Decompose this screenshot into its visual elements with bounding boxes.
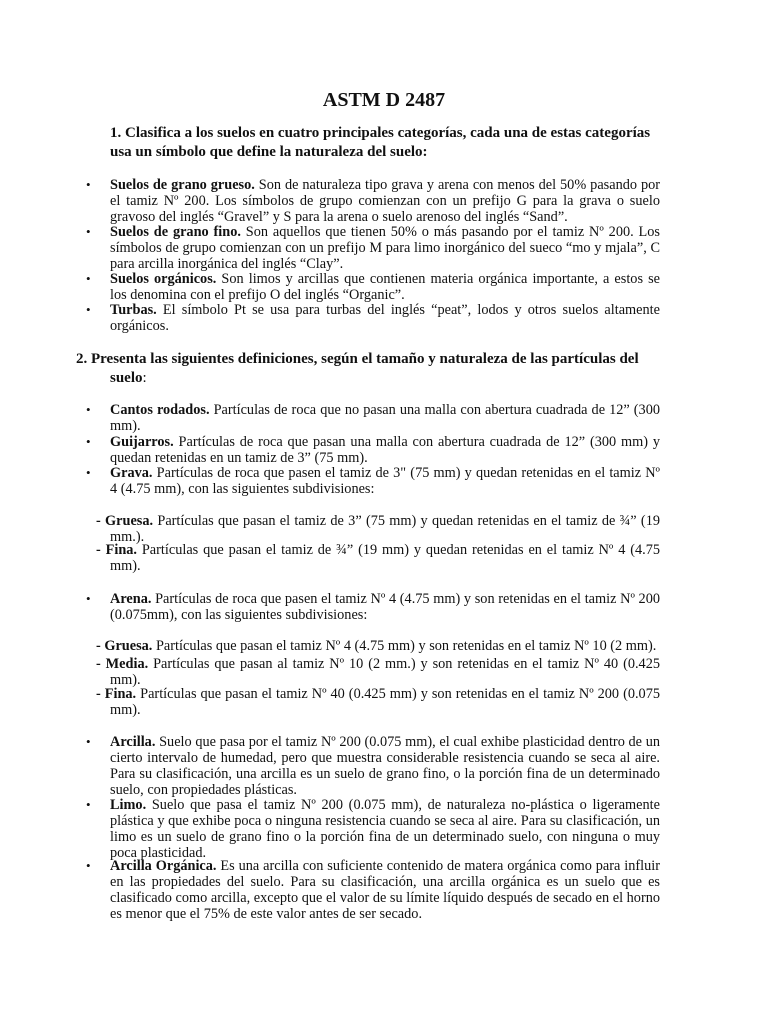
bullet-icon: • <box>86 271 91 286</box>
term-label: Arcilla Orgánica. <box>110 858 217 874</box>
term-label: Turbas. <box>110 302 157 318</box>
bullet-icon: • <box>86 224 91 239</box>
list-item-grava <box>86 465 660 497</box>
term-label: Guijarros. <box>110 434 174 450</box>
definition-text: Partículas que pasan el tamiz de 3” (75 mm) y quedan retenidas en el tamiz de ¾” (19 mm.). <box>110 513 660 545</box>
subdivision-arena-fina <box>96 686 660 718</box>
term-label: Cantos rodados. <box>110 402 210 418</box>
term-label: - Gruesa. <box>96 513 154 529</box>
definition-text: Partículas que pasan al tamiz Nº 10 (2 mm.) y son retenidas en el tamiz Nº 40 (0.425 mm). <box>110 656 661 688</box>
bullet-icon: • <box>86 797 91 812</box>
bullet-icon: • <box>86 177 91 192</box>
bullet-icon: • <box>86 734 91 749</box>
list-item-suelos-organicos <box>86 271 660 303</box>
term-label: - Fina. <box>96 686 137 702</box>
list-item-limo <box>86 797 660 861</box>
definition-text: Son aquellos que tienen 50% o más pasando por el tamiz Nº 200. Los símbolos de grupo comienzan con un prefijo M para limo inorgánico del sueco “mo y mjala”, C para arcilla inorgánica del inglés “Clay”. <box>110 224 660 272</box>
bullet-icon: • <box>86 302 91 317</box>
list-item-arena <box>86 591 660 623</box>
definition-text: Es una arcilla con suficiente contenido de matera orgánica como para influir en las propiedades del suelo. Para su clasificación, una arcilla orgánica es un suelo que es clasificado como arcilla, excepto que el valor de su límite líquido después de secado en el horno es menor que el 75% de este valor antes de ser secado. <box>110 858 660 922</box>
subdivision-grava-fina <box>96 542 660 574</box>
subdivision-grava-gruesa <box>96 513 660 545</box>
definition-text: Son de naturaleza tipo grava y arena con menos del 50% pasando por el tamiz Nº 200. Los símbolos de grupo comienzan con un prefijo G para la grava o suelo gravoso del inglés “Gravel” y S para la arena o suelo arenoso del inglés “Sand”. <box>110 177 660 225</box>
definition-text: Partículas de roca que pasan una malla con abertura cuadrada de 12” (300 mm) y quedan retenidas en un tamiz de 3” (75 mm). <box>110 434 660 466</box>
definition-text: Partículas que pasan el tamiz Nº 4 (4.75 mm) y son retenidas en el tamiz Nº 10 (2 mm). <box>152 638 657 654</box>
list-item-suelos-grano-fino <box>86 224 660 272</box>
section-1-heading: 1. Clasifica a los suelos en cuatro principales categorías, cada una de estas categorías usa un símbolo que define la naturaleza del suelo: <box>110 125 651 160</box>
definition-text: Partículas que pasan el tamiz de ¾” (19 mm) y quedan retenidas en el tamiz Nº 4 (4.75 mm). <box>110 542 660 574</box>
subdivision-arena-media <box>96 656 660 688</box>
list-item-cantos-rodados <box>86 402 660 434</box>
term-label: - Media. <box>96 656 149 672</box>
subdivision-arena-gruesa <box>96 638 660 654</box>
term-label: Arcilla. <box>110 734 156 750</box>
bullet-icon: • <box>86 465 91 480</box>
bullet-icon: • <box>86 858 91 873</box>
list-item-suelos-grano-grueso <box>86 177 660 225</box>
term-label: - Fina. <box>96 542 137 558</box>
bullet-icon: • <box>86 591 91 606</box>
term-label: Suelos orgánicos. <box>110 271 217 287</box>
section-2-heading: 2. Presenta las siguientes definiciones, según el tamaño y naturaleza de las partículas del suelo: <box>76 351 639 386</box>
bullet-icon: • <box>86 402 91 417</box>
definition-text: Partículas de roca que pasen el tamiz Nº 4 (4.75 mm) y son retenidas en el tamiz Nº 200 (0.075mm), con las siguientes subdivisiones: <box>110 591 660 623</box>
list-item-guijarros <box>86 434 660 466</box>
term-label: Arena. <box>110 591 152 607</box>
term-label: Suelos de grano grueso. <box>110 177 255 193</box>
definition-text: Son limos y arcillas que contienen materia orgánica importante, a estos se los denomina con el prefijo O del inglés “Organic”. <box>110 271 660 303</box>
definition-text: Partículas que pasan el tamiz Nº 40 (0.425 mm) y son retenidas en el tamiz Nº 200 (0.075 mm). <box>110 686 660 718</box>
term-label: Suelos de grano fino. <box>110 224 241 240</box>
list-item-arcilla <box>86 734 660 798</box>
definition-text: Suelo que pasa el tamiz Nº 200 (0.075 mm), de naturaleza no-plástica o ligeramente plástica y que exhibe poca o ninguna resistencia cuando se seca al aire. Para su clasificación, un limo es un suelo de grano fino o la porción fina de un determinado suelo, con ninguna o muy poca plasticidad. <box>110 797 660 861</box>
list-item-turbas <box>86 302 660 334</box>
term-label: Grava. <box>110 465 153 481</box>
definition-text: Partículas de roca que pasen el tamiz de 3" (75 mm) y quedan retenidas en el tamiz Nº 4 (4.75 mm), con las siguientes subdivisiones: <box>110 465 660 497</box>
list-item-arcilla-organica <box>86 858 660 922</box>
page-title: ASTM D 2487 <box>322 89 446 111</box>
term-label: Limo. <box>110 797 147 813</box>
definition-text: Partículas de roca que no pasan una malla con abertura cuadrada de 12” (300 mm). <box>110 402 660 434</box>
bullet-icon: • <box>86 434 91 449</box>
definition-text: Suelo que pasa por el tamiz Nº 200 (0.075 mm), el cual exhibe plasticidad dentro de un cierto intervalo de humedad, pero que muestra considerable resistencia cuando se seca al aire. Para su clasificación, una arcilla es un suelo de grano fino, o la porción fina de un determinado suelo, con propiedades plásticas. <box>110 734 660 798</box>
term-label: - Gruesa. <box>96 638 153 654</box>
definition-text: El símbolo Pt se usa para turbas del inglés “peat”, lodos y otros suelos altamente orgánicos. <box>110 302 660 334</box>
